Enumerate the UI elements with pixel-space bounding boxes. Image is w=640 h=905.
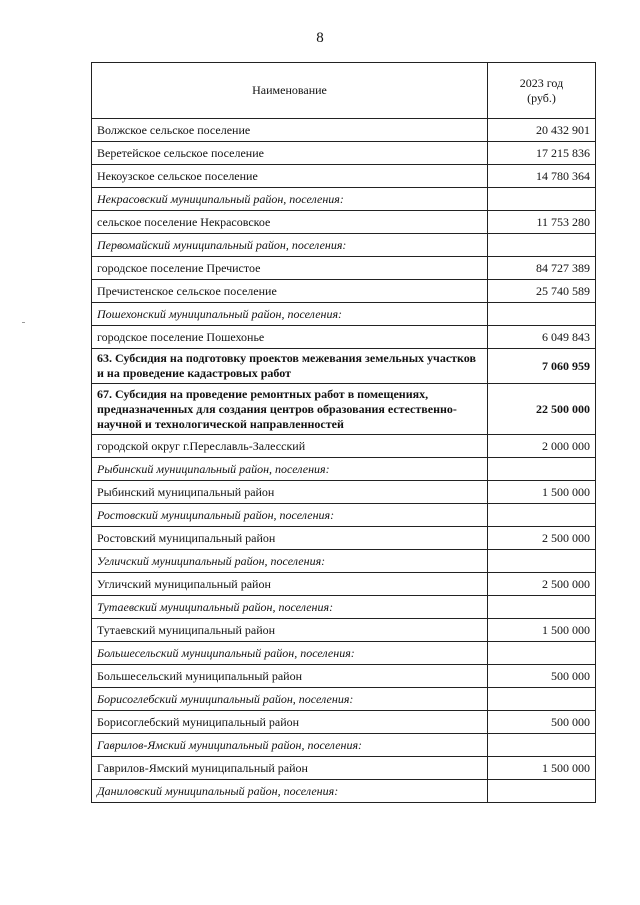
row-amount <box>488 550 596 573</box>
row-name: городское поселение Пречистое <box>92 257 488 280</box>
table-row <box>92 481 596 504</box>
table-group-row <box>92 550 596 573</box>
row-name: Угличский муниципальный район, поселения: <box>92 550 488 573</box>
row-name: Пречистенское сельское поселение <box>92 280 488 303</box>
row-amount: 25 740 589 <box>488 280 596 303</box>
table-group-row <box>92 303 596 326</box>
row-name: Борисоглебский муниципальный район <box>92 711 488 734</box>
table-group-row <box>92 504 596 527</box>
row-name: Первомайский муниципальный район, поселения: <box>92 234 488 257</box>
row-name: Ростовский муниципальный район, поселения: <box>92 504 488 527</box>
row-name: Тутаевский муниципальный район, поселения: <box>92 596 488 619</box>
row-amount: 1 500 000 <box>488 619 596 642</box>
row-name: Угличский муниципальный район <box>92 573 488 596</box>
row-amount: 1 500 000 <box>488 757 596 780</box>
row-amount: 84 727 389 <box>488 257 596 280</box>
row-name: Тутаевский муниципальный район <box>92 619 488 642</box>
row-amount: 2 500 000 <box>488 527 596 550</box>
row-name: Веретейское сельское поселение <box>92 142 488 165</box>
table-row <box>92 384 596 435</box>
row-name: Рыбинский муниципальный район, поселения: <box>92 458 488 481</box>
row-amount <box>488 504 596 527</box>
table-row <box>92 211 596 234</box>
table-row <box>92 619 596 642</box>
row-amount <box>488 303 596 326</box>
row-amount <box>488 734 596 757</box>
table-row <box>92 142 596 165</box>
row-name: Даниловский муниципальный район, поселения: <box>92 780 488 803</box>
table-group-row <box>92 780 596 803</box>
row-name: сельское поселение Некрасовское <box>92 211 488 234</box>
row-name: 63. Субсидия на подготовку проектов межевания земельных участков и на проведение кадастровых работ <box>92 349 488 384</box>
row-amount <box>488 188 596 211</box>
header-amount <box>488 63 596 119</box>
table-body <box>92 119 596 803</box>
row-amount <box>488 688 596 711</box>
table-row <box>92 280 596 303</box>
row-name: Большесельский муниципальный район <box>92 665 488 688</box>
table-row <box>92 349 596 384</box>
table-group-row <box>92 596 596 619</box>
row-amount: 14 780 364 <box>488 165 596 188</box>
table-group-row <box>92 458 596 481</box>
row-name: Некрасовский муниципальный район, поселения: <box>92 188 488 211</box>
row-name: Волжское сельское поселение <box>92 119 488 142</box>
row-name: Рыбинский муниципальный район <box>92 481 488 504</box>
row-amount: 2 500 000 <box>488 573 596 596</box>
scan-mark <box>22 322 25 323</box>
table-row <box>92 573 596 596</box>
table-row <box>92 711 596 734</box>
table-row <box>92 757 596 780</box>
row-amount <box>488 234 596 257</box>
table-group-row <box>92 688 596 711</box>
table-row <box>92 435 596 458</box>
row-amount: 500 000 <box>488 665 596 688</box>
row-amount <box>488 596 596 619</box>
row-name: Гаврилов-Ямский муниципальный район <box>92 757 488 780</box>
table-row <box>92 119 596 142</box>
page-number: 8 <box>316 30 324 46</box>
row-name: Борисоглебский муниципальный район, поселения: <box>92 688 488 711</box>
row-amount <box>488 780 596 803</box>
row-amount: 17 215 836 <box>488 142 596 165</box>
table-header-row <box>92 63 596 119</box>
row-amount <box>488 458 596 481</box>
row-amount: 20 432 901 <box>488 119 596 142</box>
row-amount: 2 000 000 <box>488 435 596 458</box>
header-amount-year: 2023 год <box>519 75 564 90</box>
row-name: Пошехонский муниципальный район, поселения: <box>92 303 488 326</box>
row-name: Гаврилов-Ямский муниципальный район, поселения: <box>92 734 488 757</box>
row-name: Некоузское сельское поселение <box>92 165 488 188</box>
table-group-row <box>92 734 596 757</box>
header-amount-unit: (руб.) <box>527 90 556 105</box>
row-name: городской округ г.Переславль-Залесский <box>92 435 488 458</box>
row-amount: 7 060 959 <box>488 349 596 384</box>
row-amount: 1 500 000 <box>488 481 596 504</box>
row-name: Большесельский муниципальный район, поселения: <box>92 642 488 665</box>
row-amount <box>488 642 596 665</box>
row-amount: 500 000 <box>488 711 596 734</box>
table-row <box>92 165 596 188</box>
table-row <box>92 665 596 688</box>
budget-table <box>91 62 596 803</box>
header-name: Наименование <box>92 63 488 119</box>
table-row <box>92 326 596 349</box>
table-group-row <box>92 188 596 211</box>
row-amount: 6 049 843 <box>488 326 596 349</box>
table-group-row <box>92 234 596 257</box>
table-row <box>92 527 596 550</box>
row-amount: 22 500 000 <box>488 384 596 435</box>
row-name: 67. Субсидия на проведение ремонтных работ в помещениях, предназначенных для создания центров образования естественно-научной и технологической направленностей <box>92 384 488 435</box>
table-group-row <box>92 642 596 665</box>
row-amount: 11 753 280 <box>488 211 596 234</box>
row-name: городское поселение Пошехонье <box>92 326 488 349</box>
row-name: Ростовский муниципальный район <box>92 527 488 550</box>
table-row <box>92 257 596 280</box>
